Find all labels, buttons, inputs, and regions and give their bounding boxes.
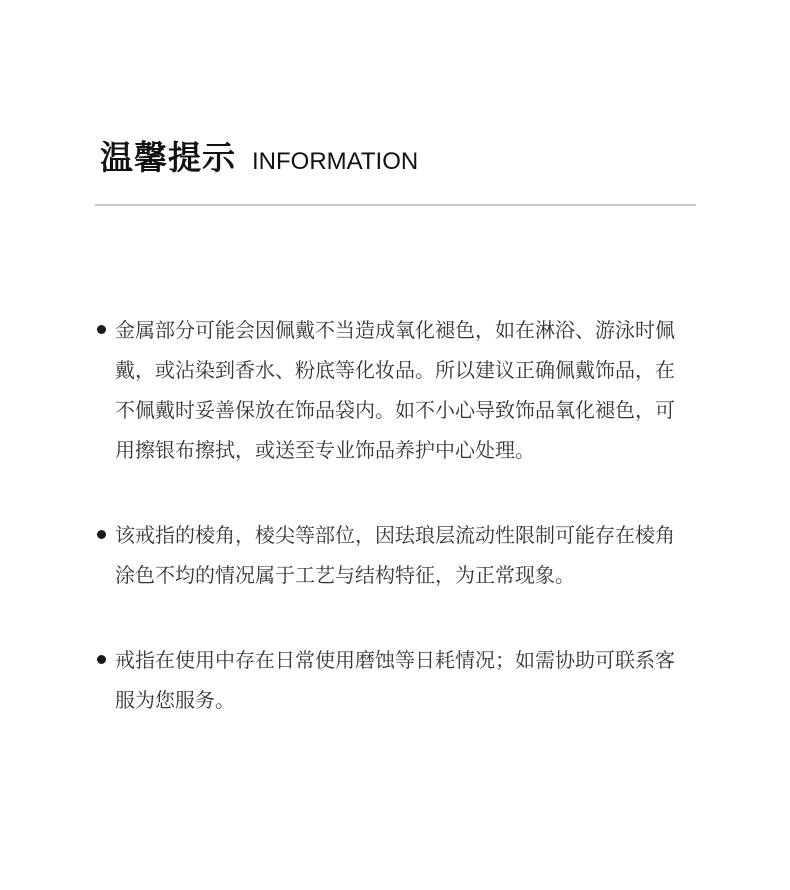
page-header: [100, 132, 418, 179]
header-divider: [95, 204, 696, 206]
note-text: 戒指在使用中存在日常使用磨蚀等日耗情况；如需协助可联系客服为您服务。: [115, 648, 675, 712]
note-text: 金属部分可能会因佩戴不当造成氧化褪色，如在淋浴、游泳时佩戴，或沾染到香水、粉底等化妆品。所以建议正确佩戴饰品，在不佩戴时妥善保放在饰品袋内。如不小心导致饰品氧化褪色，可用擦银布擦拭，或送至专业饰品养护中心处理。: [115, 318, 675, 462]
page-title: 温馨提示: [100, 138, 236, 177]
notes-list: [96, 310, 696, 765]
bullet-icon: [97, 530, 106, 539]
list-item: [96, 640, 696, 720]
list-item: [96, 515, 696, 595]
page-subtitle: INFORMATION: [252, 148, 419, 175]
bullet-icon: [97, 325, 106, 334]
list-item: [96, 310, 696, 470]
note-text: 该戒指的棱角，棱尖等部位，因珐琅层流动性限制可能存在棱角涂色不均的情况属于工艺与结构特征，为正常现象。: [115, 523, 675, 587]
bullet-icon: [97, 655, 106, 664]
